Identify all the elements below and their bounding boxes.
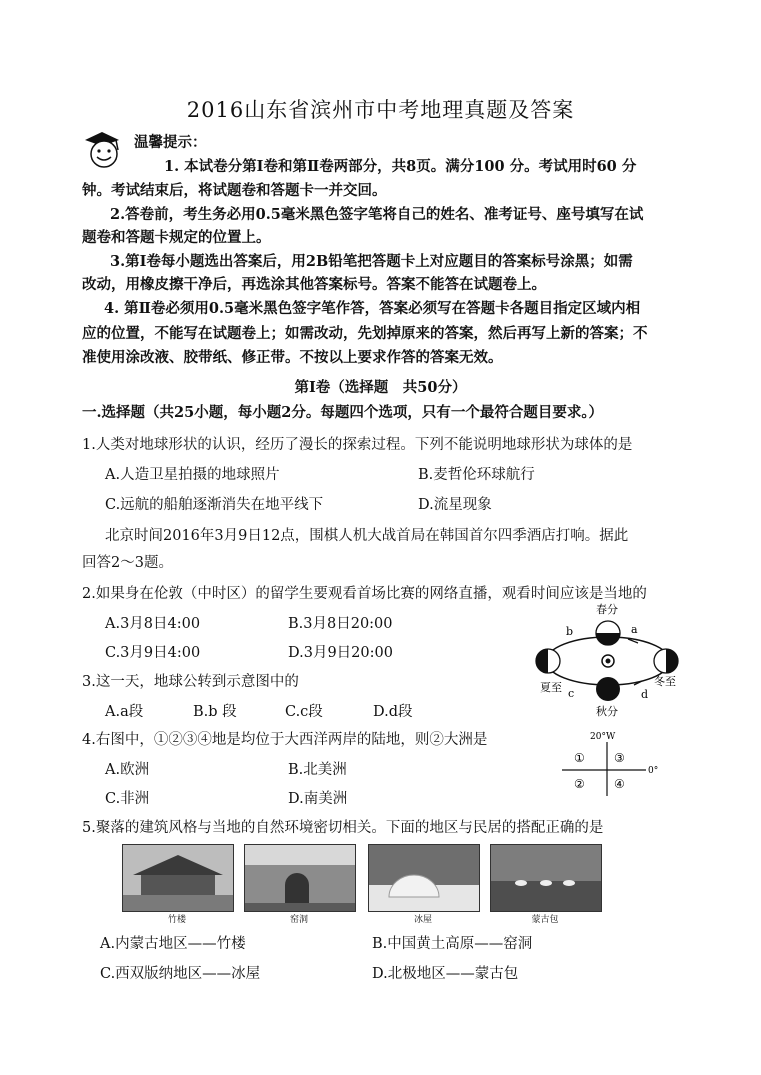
- photo-caption-igloo: 冰屋: [413, 915, 432, 925]
- q1-option-c: C.远航的船舶逐渐消失在地平线下: [105, 497, 324, 513]
- q3-stem: 3.这一天，地球公转到示意图中的: [82, 674, 299, 690]
- region-4: ④: [614, 777, 625, 791]
- q4-option-c: C.非洲: [105, 791, 150, 807]
- part-title: 一.选择题（共25小题，每小题2分。每题四个选项，只有一个最符合题目要求。）: [82, 404, 604, 421]
- q3-option-a: A.a段: [105, 704, 144, 720]
- lat-lon-grid-diagram: [560, 728, 670, 798]
- q4-option-d: D.南美洲: [288, 791, 348, 807]
- q4-option-a: A.欧洲: [105, 762, 150, 778]
- smiley-graduate-icon: [82, 130, 128, 170]
- label-b: b: [566, 625, 574, 638]
- material-line-2: 回答2～3题。: [82, 555, 173, 571]
- q5-option-b: B.中国黄土高原——窑洞: [372, 936, 533, 952]
- photo-igloo: [368, 844, 480, 912]
- section-title: 第Ⅰ卷（选择题 共50分）: [294, 379, 467, 396]
- q4-stem: 4.右图中，①②③④地是均位于大西洋两岸的陆地，则②大洲是: [82, 732, 488, 748]
- q1-option-d: D.流星现象: [418, 497, 492, 513]
- q5-option-a: A.内蒙古地区——竹楼: [100, 936, 246, 952]
- label-equator: 0°: [648, 766, 659, 776]
- tip-1-line-1: 1. 本试卷分第Ⅰ卷和第Ⅱ卷两部分，共8页。满分100 分。考试用时60 分: [164, 158, 637, 175]
- label-summer: 夏至: [540, 681, 562, 694]
- q4-option-b: B.北美洲: [288, 762, 347, 778]
- label-20w: 20°W: [590, 732, 616, 742]
- region-3: ③: [614, 751, 625, 765]
- q1-option-b: B.麦哲伦环球航行: [418, 467, 535, 483]
- tip-4-line-2: 应的位置，不能写在试题卷上；如需改动，先划掉原来的答案，然后再写上新的答案；不: [82, 325, 648, 342]
- q5-stem: 5.聚落的建筑风格与当地的自然环境密切相关。下面的地区与民居的搭配正确的是: [82, 820, 604, 836]
- q3-option-c: C.c段: [285, 704, 323, 720]
- region-1: ①: [574, 751, 585, 765]
- tip-2-line-2: 题卷和答题卡规定的位置上。: [82, 229, 271, 246]
- region-2: ②: [574, 777, 585, 791]
- earth-orbit-diagram: [530, 603, 690, 720]
- q2-stem: 2.如果身在伦敦（中时区）的留学生要观看首场比赛的网络直播，观看时间应该是当地的: [82, 586, 647, 602]
- q2-option-a: A.3月8日4:00: [105, 616, 201, 632]
- q3-option-d: D.d段: [373, 704, 413, 720]
- photo-yurt: [490, 844, 602, 912]
- q1-stem: 1.人类对地球形状的认识，经历了漫长的探索过程。下列不能说明地球形状为球体的是: [82, 437, 633, 453]
- q2-option-b: B.3月8日20:00: [288, 616, 393, 632]
- label-d: d: [641, 688, 649, 701]
- page-title: 2016山东省滨州市中考地理真题及答案: [186, 98, 575, 122]
- q1-option-a: A.人造卫星拍摄的地球照片: [105, 467, 280, 483]
- tip-4-line-3: 准使用涂改液、胶带纸、修正带。不按以上要求作答的答案无效。: [82, 349, 503, 366]
- q2-option-c: C.3月9日4:00: [105, 645, 201, 661]
- tip-1-line-2: 钟。考试结束后，将试题卷和答题卡一并交回。: [82, 182, 387, 199]
- photo-bamboo-house: [122, 844, 234, 912]
- photo-caption-yurt: 蒙古包: [531, 915, 559, 925]
- photo-caption-bamboo: 竹楼: [167, 915, 186, 925]
- tip-4-line-1: 4. 第Ⅱ卷必须用0.5毫米黑色签字笔作答，答案必须写在答题卡各题目指定区域内相: [104, 300, 641, 317]
- q2-option-d: D.3月9日20:00: [288, 645, 393, 661]
- tip-2-line-1: 2.答卷前，考生务必用0.5毫米黑色签字笔将自己的姓名、准考证号、座号填写在试: [110, 206, 644, 223]
- label-c: c: [568, 687, 575, 700]
- photo-caption-cave: 窑洞: [289, 915, 308, 925]
- photo-cave-dwelling: [244, 844, 356, 912]
- material-line-1: 北京时间2016年3月9日12点，围棋人机大战首局在韩国首尔四季酒店打响。据此: [105, 528, 629, 544]
- q5-option-d: D.北极地区——蒙古包: [372, 966, 519, 982]
- label-a: a: [631, 623, 638, 636]
- tip-3-line-1: 3.第Ⅰ卷每小题选出答案后，用2B铅笔把答题卡上对应题目的答案标号涂黑；如需: [110, 253, 633, 270]
- tips-label: 温馨提示：: [134, 134, 207, 151]
- label-spring: 春分: [596, 603, 618, 616]
- q3-option-b: B.b 段: [193, 704, 237, 720]
- label-winter: 冬至: [654, 675, 676, 688]
- q5-option-c: C.西双版纳地区——冰屋: [100, 966, 261, 982]
- label-autumn: 秋分: [596, 705, 618, 718]
- tip-3-line-2: 改动，用橡皮擦干净后，再选涂其他答案标号。答案不能答在试题卷上。: [82, 276, 546, 293]
